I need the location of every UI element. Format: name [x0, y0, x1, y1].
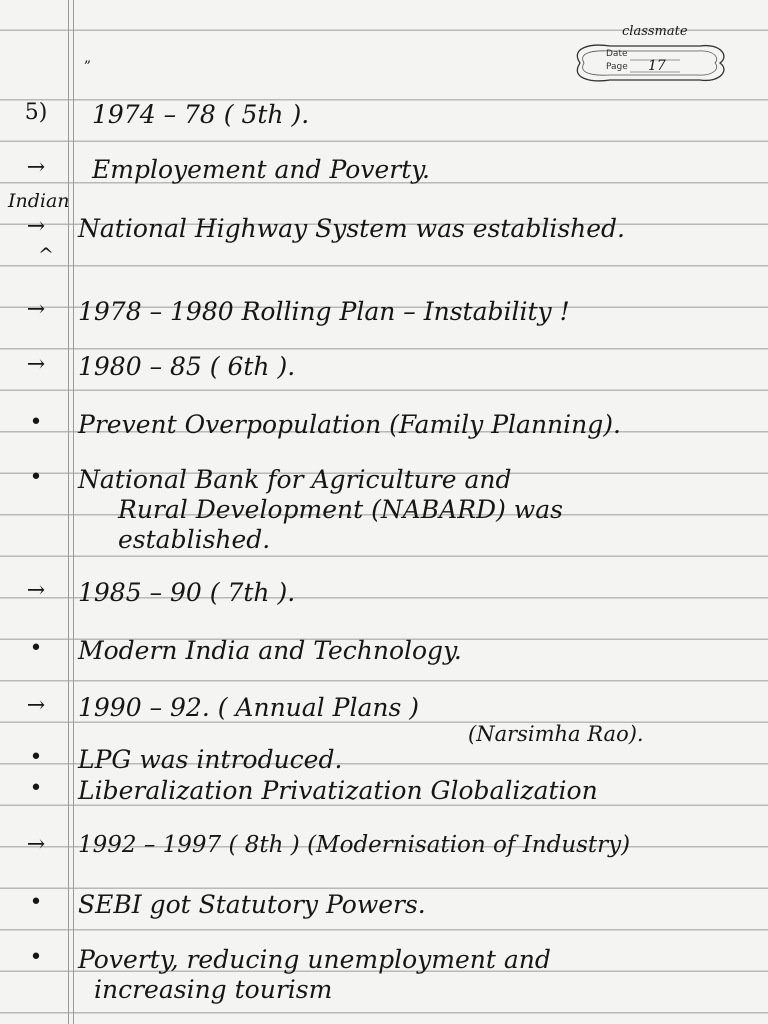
note-line — [0, 410, 768, 450]
note-text: established. — [118, 525, 271, 554]
note-line — [0, 297, 768, 337]
note-text: 1990 – 92. ( Annual Plans ) — [78, 693, 419, 722]
note-line — [0, 525, 768, 565]
bullet-icon: • — [29, 465, 43, 490]
arrow-icon: → — [26, 155, 46, 180]
margin-note-indian: Indian — [8, 190, 70, 212]
classmate-logo — [570, 24, 730, 88]
side-note-narsimha: (Narsimha Rao). — [468, 722, 644, 746]
note-text: Employement and Poverty. — [92, 155, 431, 184]
arrow-icon: → — [26, 693, 46, 718]
note-text: increasing tourism — [94, 975, 333, 1004]
note-text: 1992 – 1997 ( 8th ) (Modernisation of Industry) — [78, 832, 631, 858]
note-text: National Highway System was established. — [78, 214, 625, 243]
note-line — [0, 155, 768, 195]
note-line — [0, 100, 768, 140]
note-text: Modern India and Technology. — [78, 636, 462, 665]
date-label: Date — [606, 49, 628, 59]
arrow-icon: → — [26, 214, 46, 239]
bullet-icon: • — [29, 636, 43, 661]
note-line — [0, 636, 768, 676]
note-text: 1985 – 90 ( 7th ). — [78, 578, 296, 607]
note-line — [0, 975, 768, 1015]
note-text: LPG was introduced. — [78, 745, 343, 774]
note-text: Poverty, reducing unemployment and — [78, 945, 551, 974]
section-number: 5) — [24, 100, 48, 125]
arrow-icon: → — [26, 578, 46, 603]
note-line — [0, 352, 768, 392]
arrow-icon: → — [26, 352, 46, 377]
brand-name: classmate — [622, 24, 688, 39]
bullet-icon: • — [29, 890, 43, 915]
bullet-icon: • — [29, 745, 43, 770]
arrow-icon: → — [26, 297, 46, 322]
top-mark: „ — [84, 50, 92, 66]
page-number: 17 — [648, 58, 666, 74]
note-text: 1980 – 85 ( 6th ). — [78, 352, 296, 381]
note-line — [0, 832, 768, 872]
note-text: 1978 – 1980 Rolling Plan – Instability ! — [78, 297, 570, 326]
bullet-icon: • — [29, 776, 43, 801]
caret-mark: ^ — [38, 244, 54, 266]
arrow-icon: → — [26, 832, 46, 857]
note-line — [0, 214, 768, 254]
bullet-icon: • — [29, 945, 43, 970]
note-text: Prevent Overpopulation (Family Planning). — [78, 410, 621, 439]
note-text: 1974 – 78 ( 5th ). — [92, 100, 310, 129]
note-text: National Bank for Agriculture and — [78, 465, 512, 494]
note-line — [0, 693, 768, 733]
note-line — [0, 776, 768, 816]
note-text: SEBI got Statutory Powers. — [78, 890, 426, 919]
note-line — [0, 578, 768, 618]
page-label: Page — [606, 62, 628, 72]
note-text: Liberalization Privatization Globalization — [78, 776, 598, 805]
note-line — [0, 890, 768, 930]
bullet-icon: • — [29, 410, 43, 435]
note-text: Rural Development (NABARD) was — [118, 495, 563, 524]
